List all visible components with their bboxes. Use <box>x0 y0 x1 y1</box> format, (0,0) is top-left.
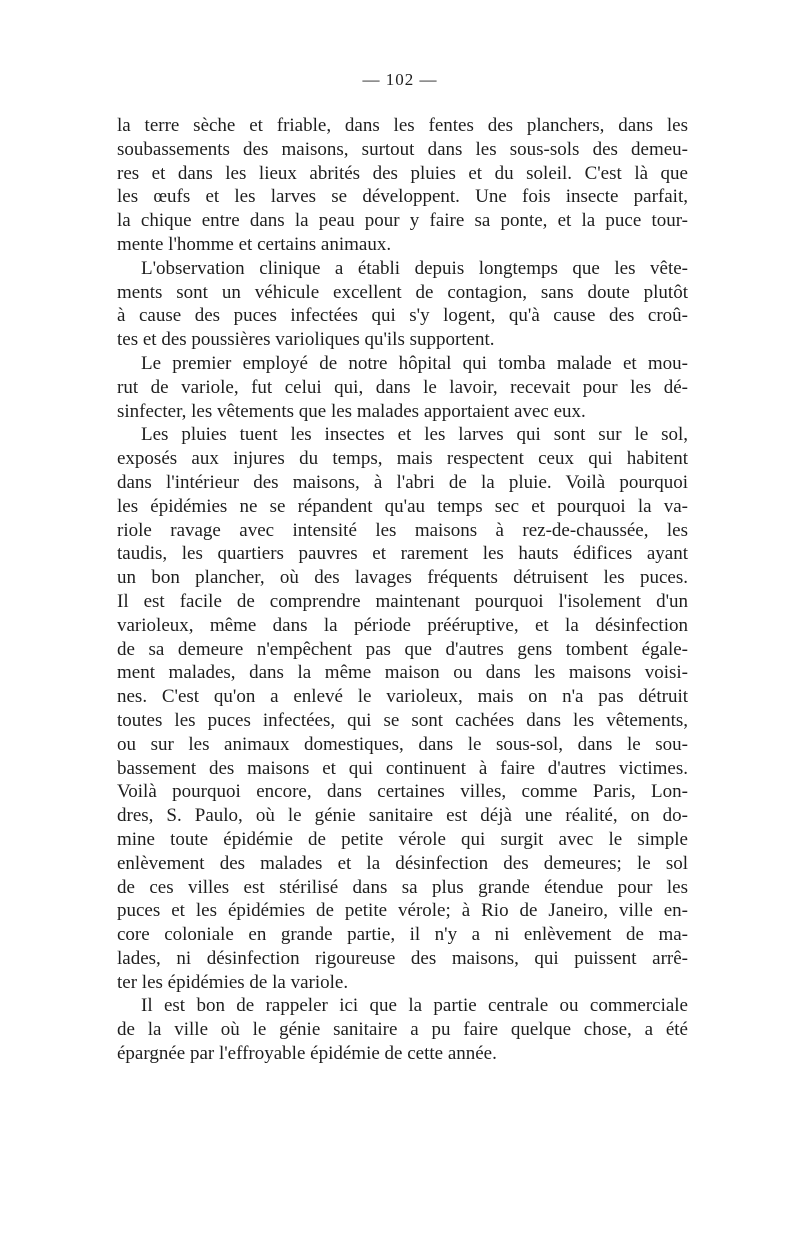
text-line: la terre sèche et friable, dans les fentes des planchers, dans les <box>117 115 688 136</box>
text-line: varioleux, même dans la période prééruptive, et la désinfection <box>117 614 688 636</box>
text-line: bassement des maisons et qui continuent à faire d'autres victimes. <box>117 757 688 779</box>
text-line: tes et des poussières varioliques qu'ils supportent. <box>117 329 495 351</box>
text-line: res et dans les lieux abrités des pluies et du soleil. C'est là que <box>117 162 688 184</box>
text-line: puces et les épidémies de petite vérole; à Rio de Janeiro, ville en- <box>117 900 688 922</box>
text-line: épargnée par l'effroyable épidémie de cette année. <box>117 1043 497 1065</box>
text-line: sinfecter, les vêtements que les malades apportaient avec eux. <box>117 400 586 422</box>
text-line: core coloniale en grande partie, il n'y a ni enlèvement de ma- <box>117 924 688 946</box>
text-line: un bon plancher, où des lavages fréquents détruisent les puces. <box>117 567 688 589</box>
text-line: Le premier employé de notre hôpital qui tomba malade et mou- <box>141 352 688 374</box>
text-line: riole ravage avec intensité les maisons à rez-de-chaussée, les <box>117 519 688 541</box>
text-line: ou sur les animaux domestiques, dans le sous-sol, dans le sou- <box>117 733 688 755</box>
text-line: dans l'intérieur des maisons, à l'abri de la pluie. Voilà pourquoi <box>117 471 688 493</box>
text-line: dres, S. Paulo, où le génie sanitaire est déjà une réalité, on do- <box>117 805 688 827</box>
text-line: mine toute épidémie de petite vérole qui surgit avec le simple <box>117 828 688 850</box>
text-line: les épidémies ne se répandent qu'au temps sec et pourquoi la va- <box>117 495 688 517</box>
text-line: de sa demeure n'empêchent pas que d'autres gens tombent égale- <box>117 638 688 660</box>
text-line: ter les épidémies de la variole. <box>117 971 349 993</box>
text-line: nes. C'est qu'on a enlevé le varioleux, mais on n'a pas détruit <box>117 686 688 708</box>
text-line: les œufs et les larves se développent. Une fois insecte parfait, <box>117 186 688 208</box>
text-line: toutes les puces infectées, qui se sont cachées dans les vêtements, <box>117 709 688 731</box>
body-text <box>117 114 688 1066</box>
text-line: Il est facile de comprendre maintenant pourquoi l'isolement d'un <box>117 590 688 612</box>
text-line: ment malades, dans la même maison ou dans les maisons voisi- <box>117 662 688 684</box>
text-line: à cause des puces infectées qui s'y logent, qu'à cause des croû- <box>117 305 688 327</box>
text-line: ments sont un véhicule excellent de contagion, sans doute plutôt <box>117 281 688 303</box>
text-line: Les pluies tuent les insectes et les larves qui sont sur le sol, <box>141 424 688 446</box>
text-line: taudis, les quartiers pauvres et rarement les hauts édifices ayant <box>117 543 688 565</box>
text-line: la chique entre dans la peau pour y faire sa ponte, et la puce tour- <box>117 210 688 232</box>
text-line: enlèvement des malades et la désinfection des demeures; le sol <box>117 852 688 874</box>
text-line: soubassements des maisons, surtout dans les sous-sols des demeu- <box>117 138 688 160</box>
text-line: Voilà pourquoi encore, dans certaines villes, comme Paris, Lon- <box>117 781 688 803</box>
text-line: Il est bon de rappeler ici que la partie centrale ou commerciale <box>141 995 688 1017</box>
text-line: de ces villes est stérilisé dans sa plus grande étendue pour les <box>117 876 688 898</box>
page-number: — 102 — <box>362 70 438 89</box>
text-line: de la ville où le génie sanitaire a pu faire quelque chose, a été <box>117 1019 688 1041</box>
text-line: mente l'homme et certains animaux. <box>117 233 392 255</box>
text-line: L'observation clinique a établi depuis longtemps que les vête- <box>141 257 688 279</box>
text-line: rut de variole, fut celui qui, dans le lavoir, recevait pour les dé- <box>117 376 688 398</box>
text-line: lades, ni désinfection rigoureuse des maisons, qui puissent arrê- <box>117 947 688 969</box>
text-line: exposés aux injures du temps, mais respectent ceux qui habitent <box>117 448 688 470</box>
